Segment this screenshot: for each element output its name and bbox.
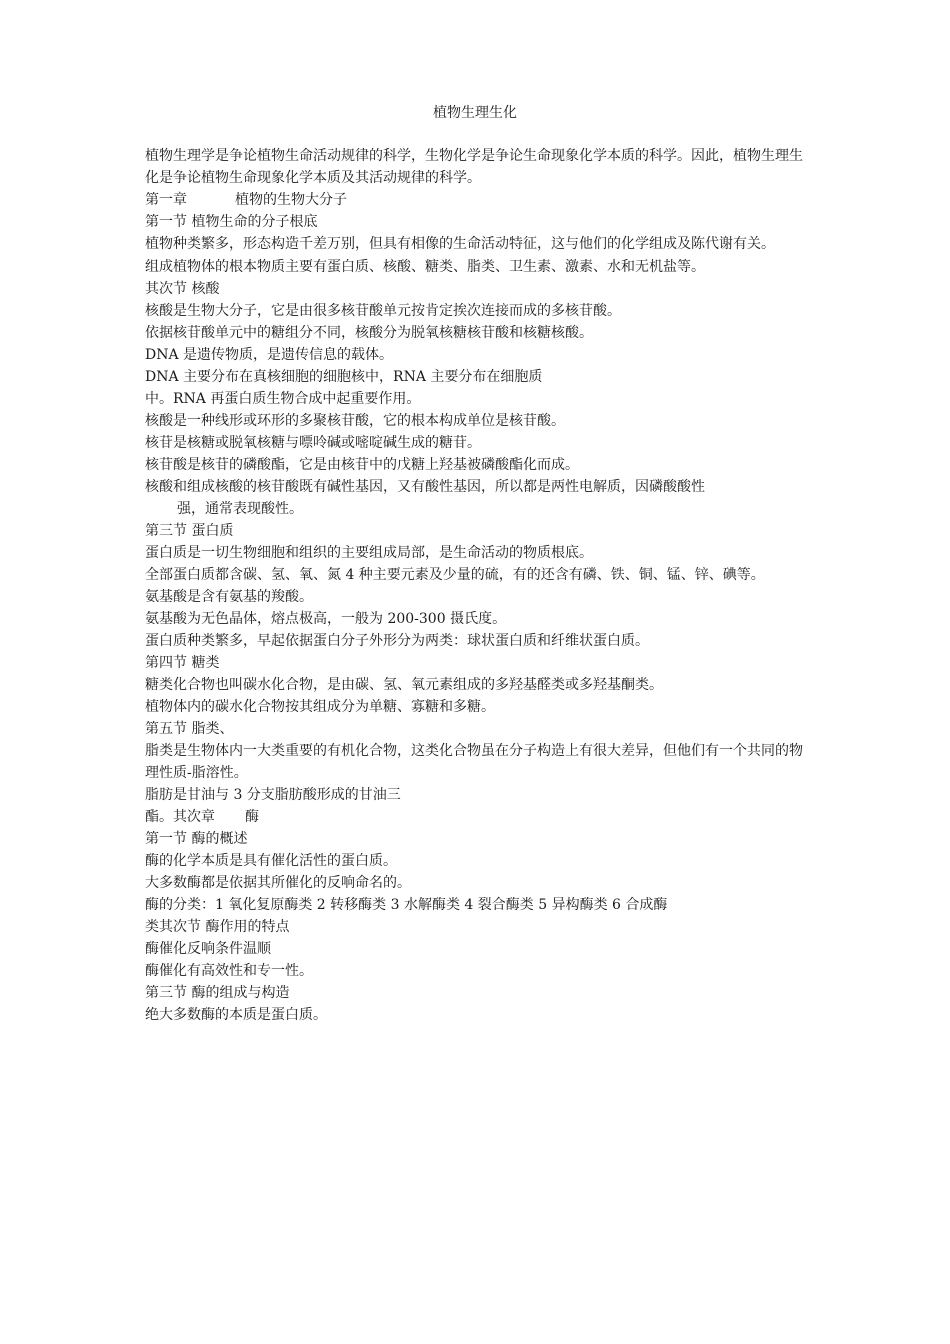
paragraph: 组成植物体的根本物质主要有蛋白质、核酸、糖类、脂类、卫生素、激素、水和无机盐等。	[145, 258, 705, 275]
paragraph: 脂类是生物体内一大类重要的有机化合物，这类化合物虽在分子构造上有很大差异，但他们有一个共同的物理性质-脂溶性。	[145, 743, 803, 781]
paragraph: 全部蛋白质都含碳、氢、氧、氮 4 种主要元素及少量的硫，有的还含有磷、铁、铜、锰、锌、碘等。	[145, 566, 765, 583]
paragraph: 类其次节 酶作用的特点	[145, 919, 290, 935]
paragraph: 氨基酸为无色晶体，熔点极高，一般为 200-300 摄氏度。	[145, 611, 507, 627]
paragraph: 氨基酸是含有氨基的羧酸。	[145, 589, 313, 605]
paragraph: 核酸是一种线形或环形的多聚核苷酸，它的根本构成单位是核苷酸。	[145, 412, 565, 429]
document-title: 植物生理生化	[433, 105, 517, 121]
paragraph: 核苷酸是核苷的磷酸酯，它是由核苷中的戊糖上羟基被磷酸酯化而成。	[145, 456, 579, 473]
chapter-heading	[145, 807, 810, 829]
paragraph: 核酸和组成核酸的核苷酸既有碱性基因，又有酸性基因，所以都是两性电解质，因磷酸酸性	[145, 478, 705, 495]
paragraph: 绝大多数酶的本质是蛋白质。	[145, 1007, 327, 1023]
paragraph: DNA 主要分布在真核细胞的细胞核中，RNA 主要分布在细胞质	[145, 368, 543, 385]
paragraph: 酶的分类：1 氧化复原酶类 2 转移酶类 3 水解酶类 4 裂合酶类 5 异构酶类 6 合成酶	[145, 897, 668, 913]
paragraph: 核苷是核糖或脱氧核糖与嘌呤碱或嘧啶碱生成的糖苷。	[145, 434, 481, 451]
section-heading: 第一节 植物生命的分子根底	[145, 214, 318, 230]
paragraph-continuation: 强，通常表现酸性。	[177, 500, 303, 517]
paragraph: 依据核苷酸单元中的糖组分不同，核酸分为脱氧核糖核苷酸和核糖核酸。	[145, 324, 593, 341]
section-heading: 第三节 蛋白质	[145, 522, 234, 539]
section-heading: 第三节 酶的组成与构造	[145, 985, 290, 1001]
paragraph: 糖类化合物也叫碳水化合物，是由碳、氢、氧元素组成的多羟基醛类或多羟基酮类。	[145, 677, 663, 693]
section-heading: 第一节 酶的概述	[145, 831, 248, 847]
chapter-number: 第一章	[145, 192, 187, 208]
paragraph: DNA 是遗传物质，是遗传信息的载体。	[145, 346, 394, 363]
paragraph: 植物生理学是争论植物生命活动规律的科学，生物化学是争论生命现象化学本质的科学。因此，植物生理生化是争论植物生命现象化学本质及其活动规律的科学。	[145, 148, 803, 186]
paragraph: 酶催化反响条件温顺	[145, 941, 271, 957]
chapter-title: 植物的生物大分子	[235, 192, 347, 208]
section-heading: 第四节 糖类	[145, 655, 220, 671]
paragraph: 酶的化学本质是具有催化活性的蛋白质。	[145, 853, 397, 869]
paragraph: 酶催化有高效性和专一性。	[145, 963, 313, 979]
paragraph: 蛋白质是一切生物细胞和组织的主要组成局部，是生命活动的物质根底。	[145, 544, 593, 561]
chapter-heading	[145, 190, 810, 212]
paragraph: 核酸是生物大分子，它是由很多核苷酸单元按肯定挨次连接而成的多核苷酸。	[145, 302, 621, 319]
paragraph: 蛋白质种类繁多，早起依据蛋白分子外形分为两类：球状蛋白质和纤维状蛋白质。	[145, 633, 649, 649]
chapter-title: 酶	[245, 809, 259, 825]
paragraph: 植物种类繁多，形态构造千差万别，但具有相像的生命活动特征，这与他们的化学组成及陈代谢有关。	[145, 236, 775, 252]
paragraph: 脂肪是甘油与 3 分支脂肪酸形成的甘油三	[145, 787, 401, 803]
document-body	[145, 146, 810, 1027]
paragraph: 中。RNA 再蛋白质生物合成中起重要作用。	[145, 390, 421, 407]
section-heading: 其次节 核酸	[145, 280, 220, 297]
paragraph: 植物体内的碳水化合物按其组成分为单糖、寡糖和多糖。	[145, 699, 495, 715]
section-heading: 第五节 脂类、	[145, 721, 234, 737]
paragraph: 大多数酶都是依据其所催化的反响命名的。	[145, 875, 411, 891]
chapter-number: 酯。其次章	[145, 809, 215, 825]
